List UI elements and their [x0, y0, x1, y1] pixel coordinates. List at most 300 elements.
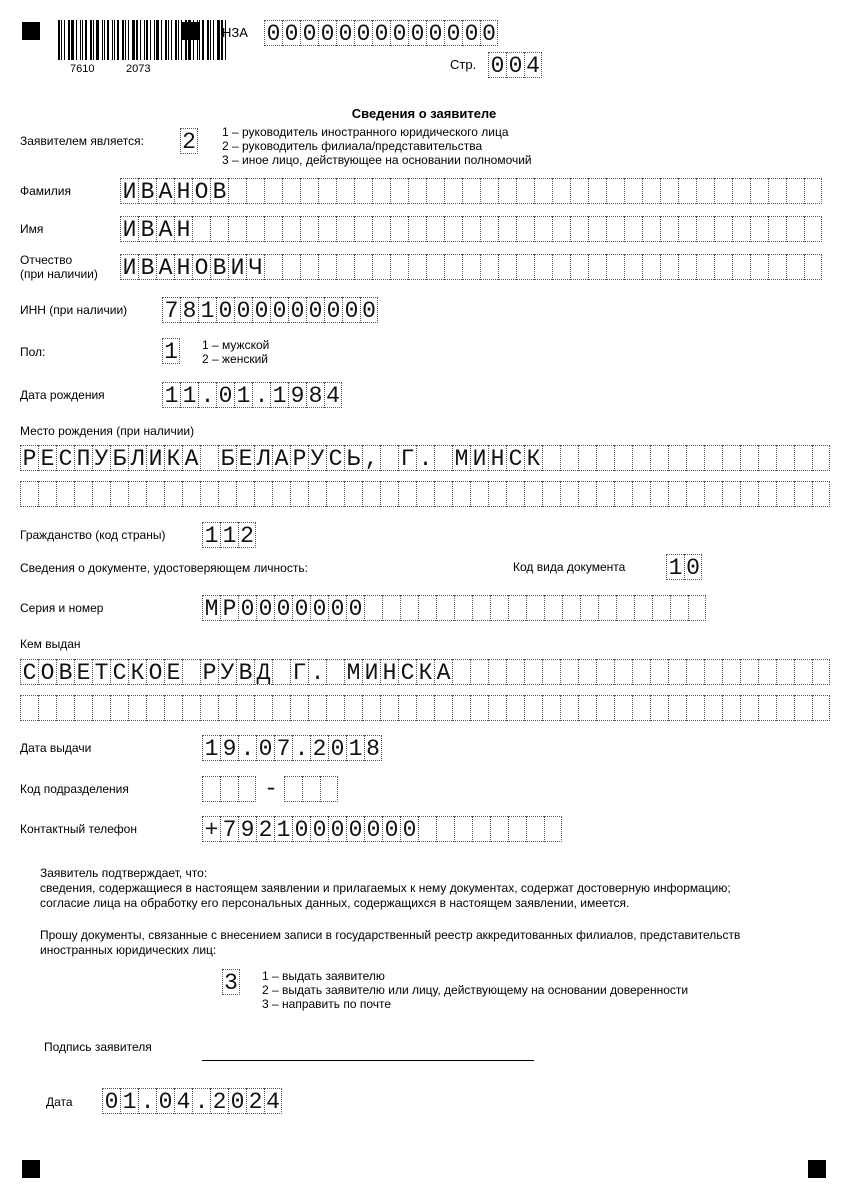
char-cell: 0 — [462, 20, 480, 46]
char-cell — [74, 481, 92, 507]
char-cell — [508, 595, 526, 621]
char-cell — [372, 178, 390, 204]
char-cell — [688, 595, 706, 621]
char-cell: . — [238, 735, 256, 761]
char-cell — [776, 481, 794, 507]
char-cell — [776, 445, 794, 471]
char-cell: Г — [290, 659, 308, 685]
char-cell: . — [308, 659, 326, 685]
char-cell — [380, 695, 398, 721]
patronymic-label-line2: (при наличии) — [20, 267, 98, 281]
char-cell — [318, 178, 336, 204]
applicant-type-label: Заявителем является: — [20, 134, 144, 148]
char-cell — [308, 695, 326, 721]
char-cell: + — [202, 816, 220, 842]
char-cell: У — [308, 445, 326, 471]
char-cell: 0 — [238, 595, 256, 621]
char-cell: 1 — [346, 735, 364, 761]
char-cell — [470, 695, 488, 721]
char-cell — [362, 695, 380, 721]
citizenship-field[interactable] — [202, 522, 256, 548]
char-cell — [578, 445, 596, 471]
char-cell — [588, 216, 606, 242]
page-number-field[interactable] — [488, 52, 542, 78]
char-cell: 0 — [256, 595, 274, 621]
char-cell: А — [156, 254, 174, 280]
char-cell — [812, 695, 830, 721]
gender-option: 1 – мужской — [202, 338, 270, 352]
char-cell — [524, 659, 542, 685]
char-cell — [308, 481, 326, 507]
char-cell: 7 — [220, 816, 238, 842]
barcode-number-right: 2073 — [126, 63, 151, 75]
applicant-type-option: 3 – иное лицо, действующее на основании полномочий — [222, 153, 532, 167]
char-cell: 0 — [408, 20, 426, 46]
char-cell: М — [452, 445, 470, 471]
char-cell — [696, 254, 714, 280]
char-cell: 0 — [306, 297, 324, 323]
issue-date-label: Дата выдачи — [20, 741, 92, 755]
char-cell: 2 — [256, 816, 274, 842]
char-cell: 9 — [238, 816, 256, 842]
char-cell: 0 — [102, 1088, 120, 1114]
char-cell: И — [146, 445, 164, 471]
doc-kind-label: Код вида документа — [513, 560, 626, 574]
char-cell — [768, 178, 786, 204]
char-cell — [506, 481, 524, 507]
gender-options — [202, 338, 269, 366]
char-cell — [452, 659, 470, 685]
request-option: 2 – выдать заявителю или лицу, действующему на основании доверенности — [262, 983, 689, 997]
request-field[interactable] — [222, 969, 240, 995]
char-cell — [642, 178, 660, 204]
char-cell — [686, 445, 704, 471]
char-cell: 0 — [354, 20, 372, 46]
char-cell — [740, 695, 758, 721]
char-cell — [634, 595, 652, 621]
char-cell: Н — [488, 445, 506, 471]
issued-by-line1[interactable] — [20, 659, 830, 685]
char-cell: С — [20, 659, 38, 685]
char-cell: А — [156, 178, 174, 204]
char-cell — [686, 695, 704, 721]
first-name-label: Имя — [20, 222, 44, 236]
char-cell — [452, 695, 470, 721]
char-cell: 0 — [310, 816, 328, 842]
char-cell — [542, 695, 560, 721]
char-cell — [750, 178, 768, 204]
char-cell — [344, 481, 362, 507]
char-cell — [182, 659, 200, 685]
char-cell — [570, 216, 588, 242]
char-cell — [202, 776, 220, 802]
char-cell: Е — [164, 659, 182, 685]
char-cell — [560, 481, 578, 507]
char-cell: 1 — [162, 338, 180, 364]
char-cell: М — [344, 659, 362, 685]
char-cell: И — [120, 216, 138, 242]
date-field[interactable] — [102, 1088, 282, 1114]
char-cell — [218, 695, 236, 721]
phone-field[interactable] — [202, 816, 562, 842]
series-number-label: Серия и номер — [20, 601, 104, 615]
char-cell — [714, 254, 732, 280]
char-cell: К — [416, 659, 434, 685]
char-cell — [372, 254, 390, 280]
gender-option: 2 – женский — [202, 352, 268, 366]
char-cell: Н — [380, 659, 398, 685]
char-cell — [146, 481, 164, 507]
patronymic-label-line1: Отчество — [20, 253, 73, 267]
char-cell: Р — [20, 445, 38, 471]
char-cell — [192, 216, 210, 242]
char-cell: А — [272, 445, 290, 471]
char-cell — [336, 216, 354, 242]
char-cell: Ь — [344, 445, 362, 471]
char-cell — [740, 659, 758, 685]
char-cell — [284, 776, 302, 802]
char-cell — [650, 481, 668, 507]
char-cell — [434, 445, 452, 471]
char-cell — [614, 695, 632, 721]
char-cell — [282, 216, 300, 242]
char-cell — [454, 816, 472, 842]
char-cell — [704, 481, 722, 507]
char-cell — [416, 481, 434, 507]
char-cell — [632, 695, 650, 721]
char-cell: Н — [174, 216, 192, 242]
char-cell — [758, 695, 776, 721]
char-cell: 0 — [400, 816, 418, 842]
gender-field[interactable] — [162, 338, 180, 364]
char-cell: И — [362, 659, 380, 685]
char-cell — [758, 445, 776, 471]
char-cell — [506, 695, 524, 721]
char-cell: В — [56, 659, 74, 685]
char-cell — [300, 216, 318, 242]
char-cell — [300, 254, 318, 280]
issued-by-label: Кем выдан — [20, 637, 81, 651]
char-cell: . — [292, 735, 310, 761]
char-cell: С — [110, 659, 128, 685]
char-cell — [606, 216, 624, 242]
char-cell: 1 — [666, 554, 684, 580]
char-cell — [228, 216, 246, 242]
date-label: Дата — [46, 1095, 73, 1109]
char-cell: М — [202, 595, 220, 621]
char-cell: В — [210, 254, 228, 280]
char-cell — [614, 659, 632, 685]
char-cell — [480, 216, 498, 242]
char-cell — [668, 445, 686, 471]
char-cell — [624, 216, 642, 242]
char-cell — [562, 595, 580, 621]
char-cell — [362, 481, 380, 507]
char-cell — [182, 695, 200, 721]
char-cell — [696, 178, 714, 204]
char-cell — [282, 254, 300, 280]
char-cell — [498, 216, 516, 242]
char-cell — [508, 816, 526, 842]
division-code-left[interactable] — [202, 776, 256, 802]
char-cell — [418, 595, 436, 621]
char-cell — [238, 776, 256, 802]
char-cell — [336, 178, 354, 204]
char-cell: В — [210, 178, 228, 204]
char-cell — [668, 695, 686, 721]
corner-marker-bottom-right — [808, 1160, 826, 1178]
char-cell: О — [38, 659, 56, 685]
char-cell — [480, 178, 498, 204]
signature-line[interactable] — [202, 1060, 534, 1061]
char-cell: А — [182, 445, 200, 471]
doc-kind-field[interactable] — [666, 554, 702, 580]
first-name-field[interactable] — [120, 216, 822, 242]
char-cell: 8 — [180, 297, 198, 323]
char-cell — [326, 481, 344, 507]
char-cell — [714, 178, 732, 204]
char-cell — [236, 695, 254, 721]
char-cell: 4 — [174, 1088, 192, 1114]
char-cell: 4 — [264, 1088, 282, 1114]
char-cell: В — [138, 178, 156, 204]
char-cell: 8 — [306, 382, 324, 408]
division-code-right[interactable] — [284, 776, 338, 802]
char-cell: 0 — [342, 297, 360, 323]
request-line: Прошу документы, связанные с внесением записи в государственный реестр аккредитованных филиалов, представительств — [40, 928, 741, 942]
char-cell: 1 — [120, 1088, 138, 1114]
series-number-field[interactable] — [202, 595, 706, 621]
char-cell — [812, 659, 830, 685]
char-cell — [254, 481, 272, 507]
char-cell — [490, 595, 508, 621]
char-cell — [380, 481, 398, 507]
char-cell: 0 — [488, 52, 506, 78]
char-cell — [364, 595, 382, 621]
char-cell: 0 — [382, 816, 400, 842]
nza-field[interactable] — [264, 20, 498, 46]
char-cell: 2 — [246, 1088, 264, 1114]
char-cell — [560, 445, 578, 471]
char-cell: У — [92, 445, 110, 471]
char-cell — [128, 695, 146, 721]
birth-place-line1[interactable] — [20, 445, 830, 471]
birth-place-line2[interactable] — [20, 481, 830, 507]
char-cell: 4 — [524, 52, 542, 78]
char-cell — [426, 216, 444, 242]
char-cell — [804, 178, 822, 204]
char-cell: О — [146, 659, 164, 685]
char-cell — [722, 481, 740, 507]
char-cell — [498, 254, 516, 280]
char-cell — [624, 254, 642, 280]
char-cell — [650, 659, 668, 685]
char-cell: 0 — [292, 595, 310, 621]
char-cell — [246, 178, 264, 204]
corner-marker-top-left — [22, 22, 40, 40]
char-cell — [56, 481, 74, 507]
char-cell — [472, 816, 490, 842]
char-cell — [552, 216, 570, 242]
char-cell: 0 — [346, 595, 364, 621]
surname-field[interactable] — [120, 178, 822, 204]
issued-by-line2[interactable] — [20, 695, 830, 721]
char-cell — [570, 254, 588, 280]
char-cell — [732, 216, 750, 242]
char-cell: Е — [236, 445, 254, 471]
char-cell — [614, 481, 632, 507]
char-cell: А — [156, 216, 174, 242]
char-cell — [400, 595, 418, 621]
char-cell — [750, 254, 768, 280]
char-cell — [668, 481, 686, 507]
char-cell — [462, 178, 480, 204]
char-cell — [768, 216, 786, 242]
char-cell — [56, 695, 74, 721]
char-cell — [20, 695, 38, 721]
char-cell: Ч — [246, 254, 264, 280]
char-cell — [20, 481, 38, 507]
char-cell: 0 — [364, 816, 382, 842]
inn-field[interactable] — [162, 297, 378, 323]
char-cell — [560, 695, 578, 721]
char-cell — [758, 481, 776, 507]
char-cell: Д — [254, 659, 272, 685]
char-cell: Р — [200, 659, 218, 685]
applicant-type-field[interactable] — [180, 128, 198, 154]
division-code-dash — [262, 776, 280, 802]
char-cell — [264, 178, 282, 204]
char-cell — [300, 178, 318, 204]
request-option: 3 – направить по почте — [262, 997, 392, 1011]
char-cell: Т — [92, 659, 110, 685]
char-cell — [786, 254, 804, 280]
char-cell — [290, 695, 308, 721]
birth-place-label: Место рождения (при наличии) — [20, 424, 195, 438]
char-cell — [578, 481, 596, 507]
char-cell — [318, 216, 336, 242]
char-cell — [812, 481, 830, 507]
char-cell — [812, 445, 830, 471]
char-cell: . — [416, 445, 434, 471]
char-cell: В — [138, 216, 156, 242]
char-cell — [526, 816, 544, 842]
char-cell — [434, 695, 452, 721]
char-cell: 0 — [252, 297, 270, 323]
char-cell — [668, 659, 686, 685]
birth-date-label: Дата рождения — [20, 388, 105, 402]
char-cell: Е — [74, 659, 92, 685]
char-cell — [652, 595, 670, 621]
char-cell: 0 — [216, 297, 234, 323]
gender-label: Пол: — [20, 345, 46, 359]
char-cell: 1 — [274, 816, 292, 842]
char-cell — [488, 659, 506, 685]
char-cell — [200, 445, 218, 471]
char-cell — [678, 178, 696, 204]
char-cell — [92, 481, 110, 507]
char-cell — [596, 659, 614, 685]
char-cell — [686, 481, 704, 507]
char-cell: 1 — [162, 382, 180, 408]
char-cell — [382, 595, 400, 621]
char-cell: С — [398, 659, 416, 685]
char-cell — [434, 481, 452, 507]
char-cell — [722, 695, 740, 721]
char-cell: О — [192, 254, 210, 280]
char-cell — [354, 254, 372, 280]
char-cell — [416, 695, 434, 721]
char-cell — [472, 595, 490, 621]
char-cell: . — [198, 382, 216, 408]
char-cell: 0 — [228, 1088, 246, 1114]
patronymic-field[interactable] — [120, 254, 822, 280]
char-cell — [776, 659, 794, 685]
char-cell — [164, 481, 182, 507]
char-cell — [542, 445, 560, 471]
char-cell — [578, 659, 596, 685]
char-cell: 0 — [256, 735, 274, 761]
char-cell: 0 — [156, 1088, 174, 1114]
char-cell — [750, 216, 768, 242]
char-cell — [580, 595, 598, 621]
char-cell: 1 — [198, 297, 216, 323]
char-cell — [516, 178, 534, 204]
char-cell: 7 — [274, 735, 292, 761]
char-cell — [722, 659, 740, 685]
char-cell — [596, 695, 614, 721]
birth-date-field[interactable] — [162, 382, 342, 408]
char-cell: С — [326, 445, 344, 471]
char-cell: 0 — [234, 297, 252, 323]
char-cell: 2 — [210, 1088, 228, 1114]
char-cell — [768, 254, 786, 280]
char-cell — [354, 178, 372, 204]
issue-date-field[interactable] — [202, 735, 382, 761]
char-cell — [272, 481, 290, 507]
page-label: Стр. — [450, 57, 477, 72]
phone-label: Контактный телефон — [20, 822, 137, 836]
char-cell — [660, 216, 678, 242]
char-cell — [660, 178, 678, 204]
char-cell: Б — [218, 445, 236, 471]
char-cell — [452, 481, 470, 507]
confirm-line: согласие лица на обработку его персональных данных, содержащихся в настоящем заявлении, имеется. — [40, 896, 630, 910]
char-cell — [462, 216, 480, 242]
char-cell — [740, 445, 758, 471]
char-cell — [320, 776, 338, 802]
char-cell — [200, 695, 218, 721]
char-cell — [606, 178, 624, 204]
char-cell: 0 — [426, 20, 444, 46]
char-cell — [470, 659, 488, 685]
char-cell — [704, 445, 722, 471]
char-cell: 0 — [444, 20, 462, 46]
char-cell: 0 — [346, 816, 364, 842]
confirm-line: сведения, содержащиеся в настоящем заявлении и прилагаемых к нему документах, содержат достоверную информацию; — [40, 881, 731, 895]
char-cell: 1 — [270, 382, 288, 408]
char-cell — [246, 216, 264, 242]
char-cell — [632, 659, 650, 685]
char-cell — [336, 254, 354, 280]
char-cell — [678, 254, 696, 280]
char-cell — [110, 695, 128, 721]
char-cell — [670, 595, 688, 621]
char-cell — [344, 695, 362, 721]
char-cell: 0 — [324, 297, 342, 323]
char-cell — [408, 216, 426, 242]
char-cell — [794, 481, 812, 507]
